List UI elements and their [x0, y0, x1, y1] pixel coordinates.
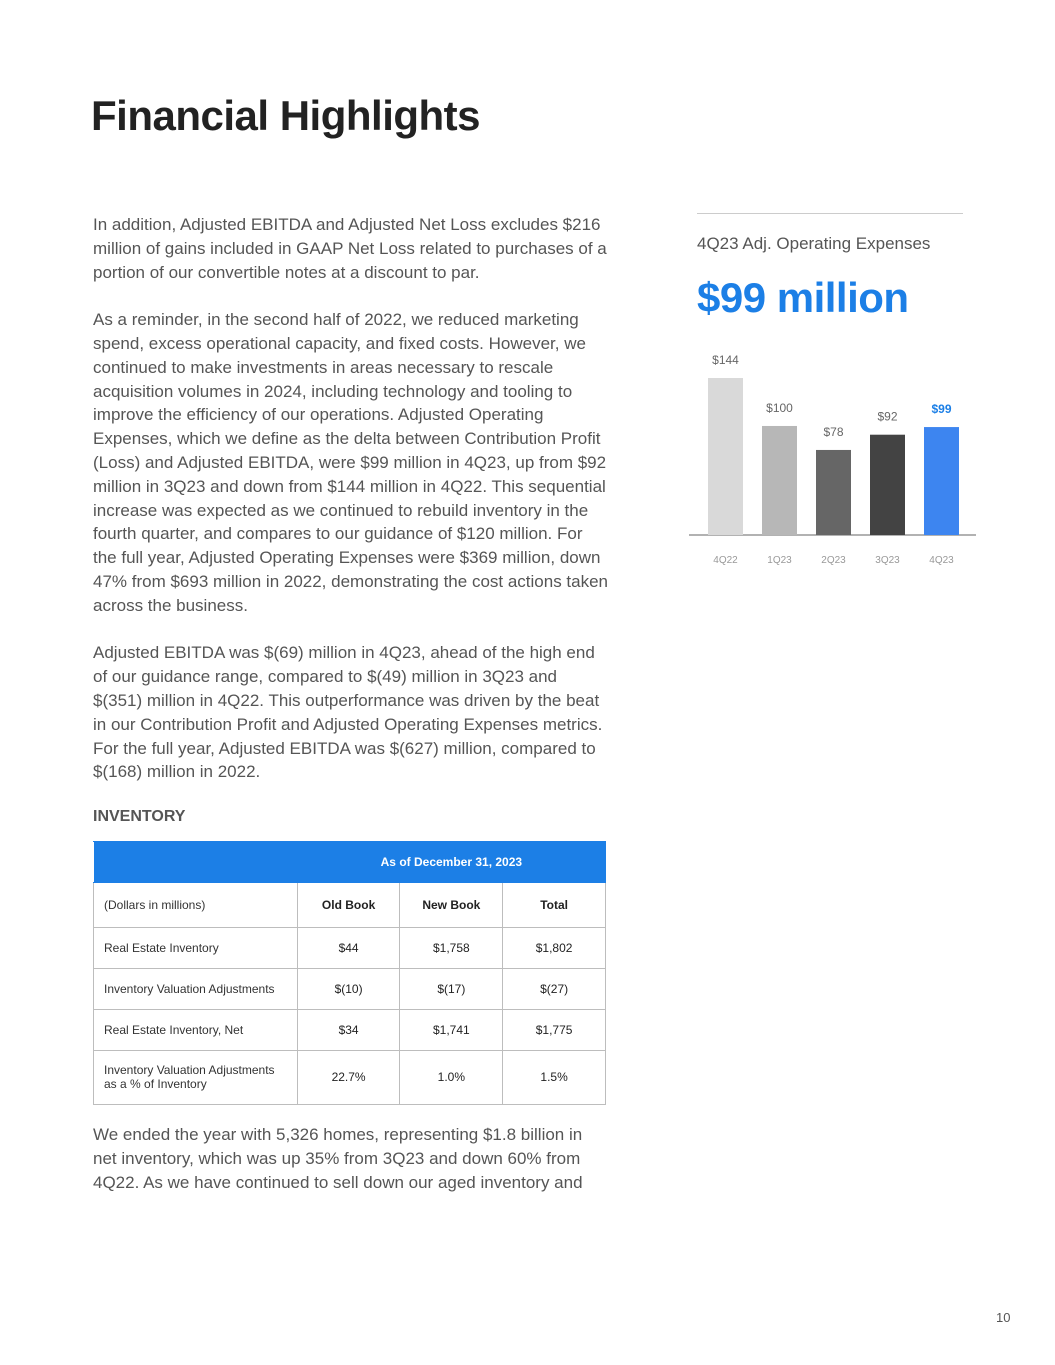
column-header-old-book: Old Book [297, 882, 400, 927]
chart-bar-3q23 [870, 435, 905, 535]
column-header-new-book: New Book [400, 882, 503, 927]
row-label: Real Estate Inventory, Net [94, 1009, 298, 1050]
chart-data-label: $92 [877, 409, 898, 424]
page-number: 10 [996, 1310, 1011, 1325]
cell-total: 1.5% [503, 1050, 606, 1104]
row-label: Inventory Valuation Adjustments as a % of Inventory [94, 1050, 298, 1104]
chart-panel [697, 213, 963, 322]
chart-data-label: $144 [712, 353, 739, 367]
chart-bar-2q23 [816, 450, 851, 535]
table-header-blank [94, 841, 298, 882]
page-title: Financial Highlights [91, 92, 481, 139]
chart-data-label: $100 [766, 400, 793, 415]
paragraph-year-end-homes: We ended the year with 5,326 homes, representing $1.8 billion in net inventory, which was up 35% from 3Q23 and down 60% from 4Q22. As we have continued to sell down our aged inventory and [93, 1124, 583, 1192]
table-row [94, 1009, 606, 1050]
chart-data-label: $99 [931, 402, 952, 417]
cell-new-book: $1,741 [400, 1009, 503, 1050]
chart-bar-4q22 [708, 378, 743, 535]
chart-x-tick-label: 1Q23 [767, 555, 792, 566]
cell-total: $(27) [503, 968, 606, 1009]
cell-old-book: $34 [297, 1009, 400, 1050]
cell-old-book: $44 [297, 927, 400, 968]
cell-new-book: 1.0% [400, 1050, 503, 1104]
cell-total: $1,802 [503, 927, 606, 968]
row-label: Real Estate Inventory [94, 927, 298, 968]
chart-divider [697, 213, 963, 214]
cell-new-book: $(17) [400, 968, 503, 1009]
column-header-total: Total [503, 882, 606, 927]
paragraph-operating-expenses: As a reminder, in the second half of 2022, we reduced marketing spend, excess operational capacity, and fixed costs. However, we continued to make investments in areas necessary to rescale acquisition volumes in 2024, including technology and tooling to improve the efficiency of our operations. Adjusted Operating Expenses, which we define as the delta between Contribution Profit (Loss) and Adjusted EBITDA, were $99 million in 4Q23, up from $92 million in 3Q23 and down from $144 million in 4Q22. This sequential increase was expected as we continued to rebuild inventory in the fourth quarter, and compares to our guidance of $120 million. For the full year, Adjusted Operating Expenses were $369 million, down 47% from $693 million in 2022, demonstrating the cost actions taken across the business. [93, 310, 609, 615]
chart-x-tick-label: 4Q22 [713, 555, 738, 566]
row-label: Inventory Valuation Adjustments [94, 968, 298, 1009]
inventory-table [93, 841, 606, 1105]
cell-old-book: 22.7% [297, 1050, 400, 1104]
chart-subtitle: 4Q23 Adj. Operating Expenses [697, 234, 931, 253]
table-header-row [94, 841, 606, 882]
body-column [93, 213, 609, 1218]
table-subheader-row [94, 882, 606, 927]
paragraph-adjusted-ebitda-exclusions: In addition, Adjusted EBITDA and Adjusted Net Loss excludes $216 million of gains included in GAAP Net Loss related to purchases of a portion of our convertible notes at a discount to par. [93, 215, 607, 282]
chart-bar-4q23 [924, 427, 959, 535]
cell-old-book: $(10) [297, 968, 400, 1009]
chart-bar-1q23 [762, 426, 797, 535]
chart-data-label: $78 [823, 424, 844, 439]
paragraph-adjusted-ebitda: Adjusted EBITDA was $(69) million in 4Q23, ahead of the high end of our guidance range, compared to $(49) million in 3Q23 and $(351) million in 4Q22. This outperformance was driven by the beat in our Contribution Profit and Adjusted Operating Expenses metrics. For the full year, Adjusted EBITDA was $(627) million, compared to $(168) million in 2022. [93, 643, 603, 782]
cell-total: $1,775 [503, 1009, 606, 1050]
chart-x-tick-label: 2Q23 [821, 555, 846, 566]
section-heading-inventory: INVENTORY [93, 807, 186, 825]
chart-headline-value: $99 million [697, 274, 909, 321]
bar-chart [685, 340, 980, 575]
table-units-label: (Dollars in millions) [94, 882, 298, 927]
cell-new-book: $1,758 [400, 927, 503, 968]
chart-x-tick-label: 4Q23 [929, 555, 954, 566]
table-header-date: As of December 31, 2023 [297, 841, 605, 882]
table-row [94, 927, 606, 968]
table-row [94, 968, 606, 1009]
table-row [94, 1050, 606, 1104]
chart-x-tick-label: 3Q23 [875, 555, 900, 566]
